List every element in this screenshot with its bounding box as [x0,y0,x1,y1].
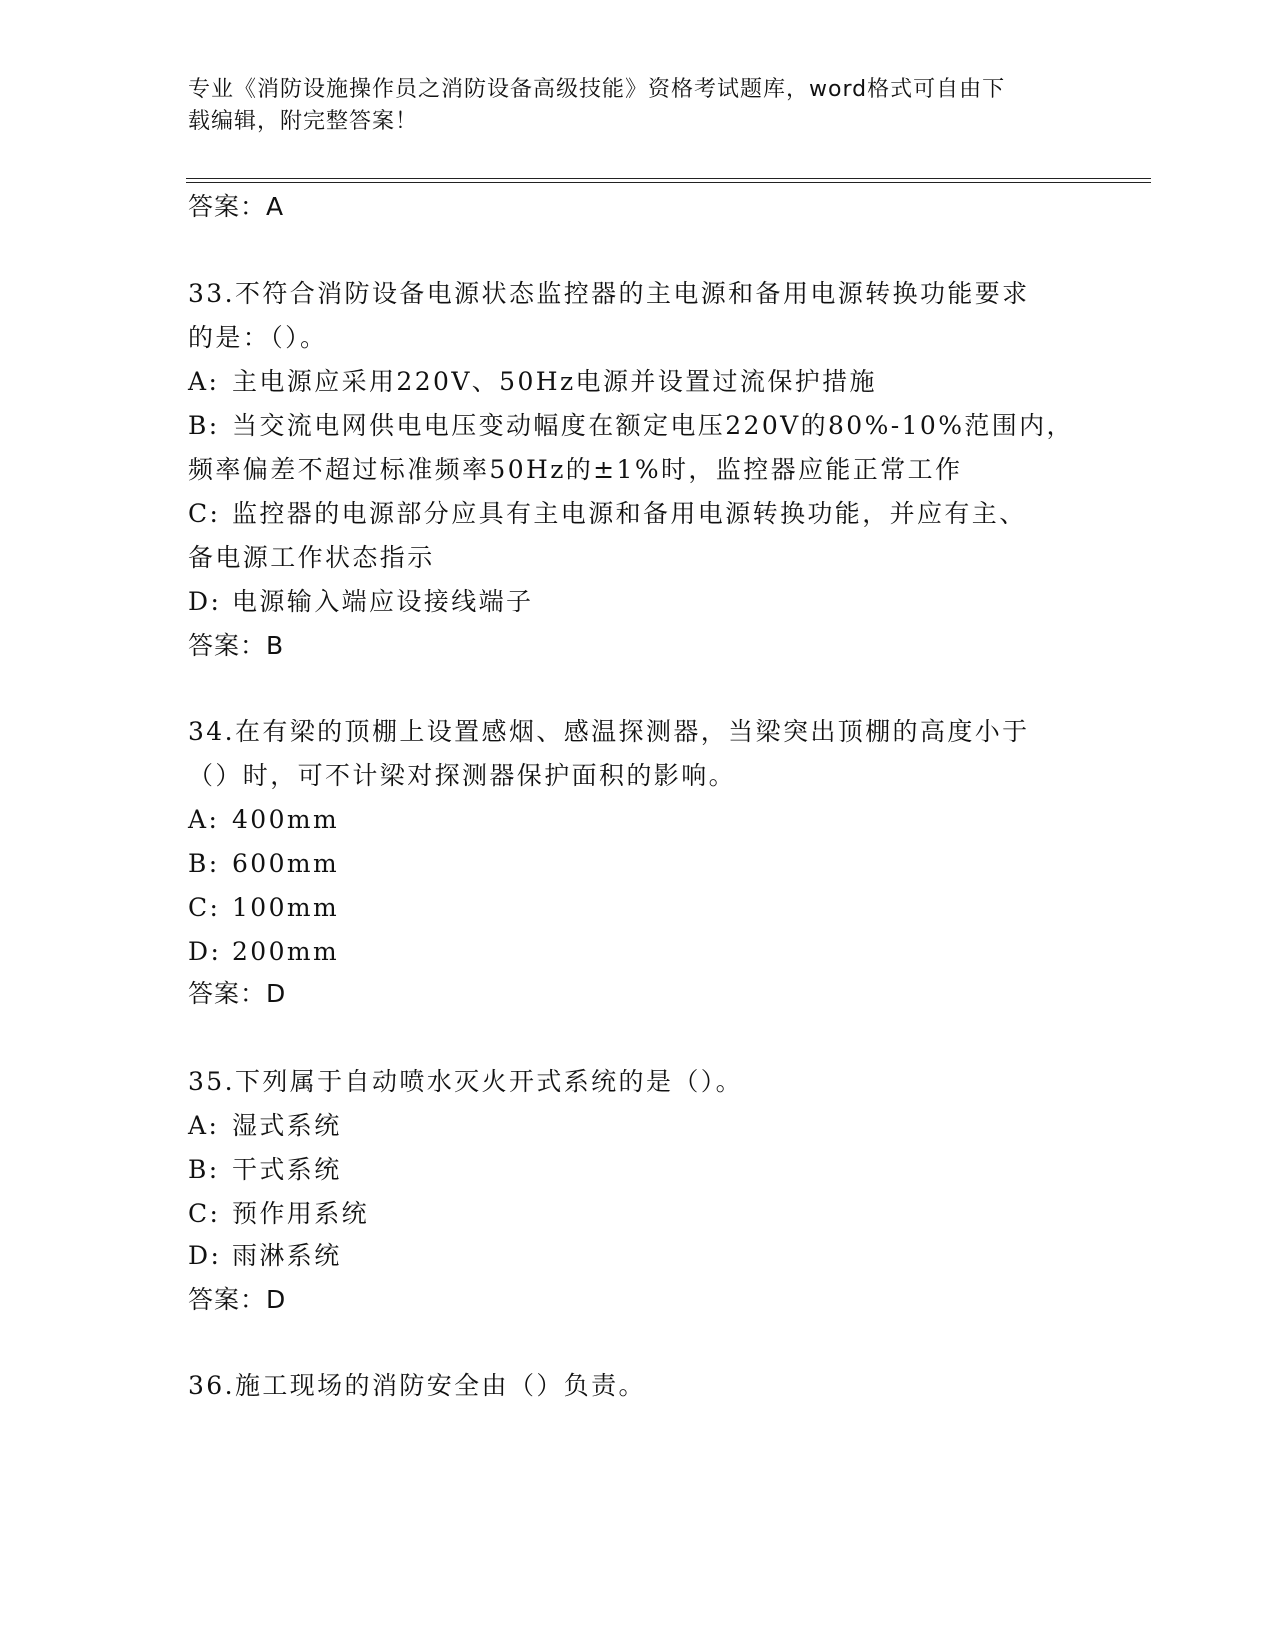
q35-option-b [188,1154,342,1186]
q34-option-d [188,936,339,968]
document-header [188,74,1068,138]
q33-stem-line-2: 的是：（）。 [188,323,328,352]
q33-option-d [188,586,533,618]
q34-option-a [188,804,339,836]
q34-stem-line-1: 34.在有梁的顶棚上设置感烟、感温探测器，当梁突出顶棚的高度小于 [188,717,1030,746]
option-text: 400mm [232,805,340,834]
q35-option-a [188,1110,342,1142]
q36-stem-line-1: 36.施工现场的消防安全由（）负责。 [188,1371,646,1400]
q33-option-c-cont: 备电源工作状态指示 [188,543,435,572]
option-text: 干式系统 [232,1155,342,1184]
option-key: C: [188,499,221,528]
q33-stem-line-1: 33.不符合消防设备电源状态监控器的主电源和备用电源转换功能要求 [188,279,1030,308]
option-text: 600mm [232,849,340,878]
option-key: C: [188,893,221,922]
option-key: A: [188,367,220,396]
q34-stem-line-2: （）时，可不计梁对探测器保护面积的影响。 [188,761,737,790]
option-key: D: [188,587,222,616]
option-key: B: [188,849,220,878]
header-rule-top [186,178,1151,179]
option-text: 雨淋系统 [232,1241,342,1270]
q34-option-b [188,848,339,880]
option-key: C: [188,1199,221,1228]
option-key: A: [188,1111,220,1140]
option-key: B: [188,411,220,440]
option-text: 湿式系统 [232,1111,342,1140]
q33-option-b-cont: 频率偏差不超过标准频率50Hz的±1%时，监控器应能正常工作 [188,455,963,484]
q35-option-c [188,1198,369,1230]
q35-stem-line-1: 35.下列属于自动喷水灭火开式系统的是（）。 [188,1067,744,1096]
option-text: 主电源应采用220V、50Hz电源并设置过流保护措施 [232,367,877,396]
option-key: D: [188,937,222,966]
q33-answer: 答案：B [188,631,285,660]
option-text: 预作用系统 [232,1199,370,1228]
option-text: 当交流电网供电电压变动幅度在额定电压220V的80%-10%范围内， [232,411,1074,440]
q33-option-c [188,498,1027,530]
option-text: 100mm [232,893,340,922]
answer-prev: 答案：A [188,192,285,221]
option-key: B: [188,1155,220,1184]
q34-answer: 答案：D [188,979,287,1008]
header-rule-bottom [186,182,1151,183]
q35-answer: 答案：D [188,1285,287,1314]
q34-option-c [188,892,339,924]
option-key: D: [188,1241,222,1270]
option-text: 监控器的电源部分应具有主电源和备用电源转换功能，并应有主、 [232,499,1027,528]
q33-option-b [188,410,1074,442]
header-line-1: 专业《消防设施操作员之消防设备高级技能》资格考试题库，word格式可自由下 [188,77,1006,102]
option-text: 200mm [232,937,340,966]
option-text: 电源输入端应设接线端子 [232,587,534,616]
header-line-2: 载编辑，附完整答案！ [188,109,419,134]
q33-option-a [188,366,877,398]
option-key: A: [188,805,220,834]
q35-option-d [188,1240,342,1272]
